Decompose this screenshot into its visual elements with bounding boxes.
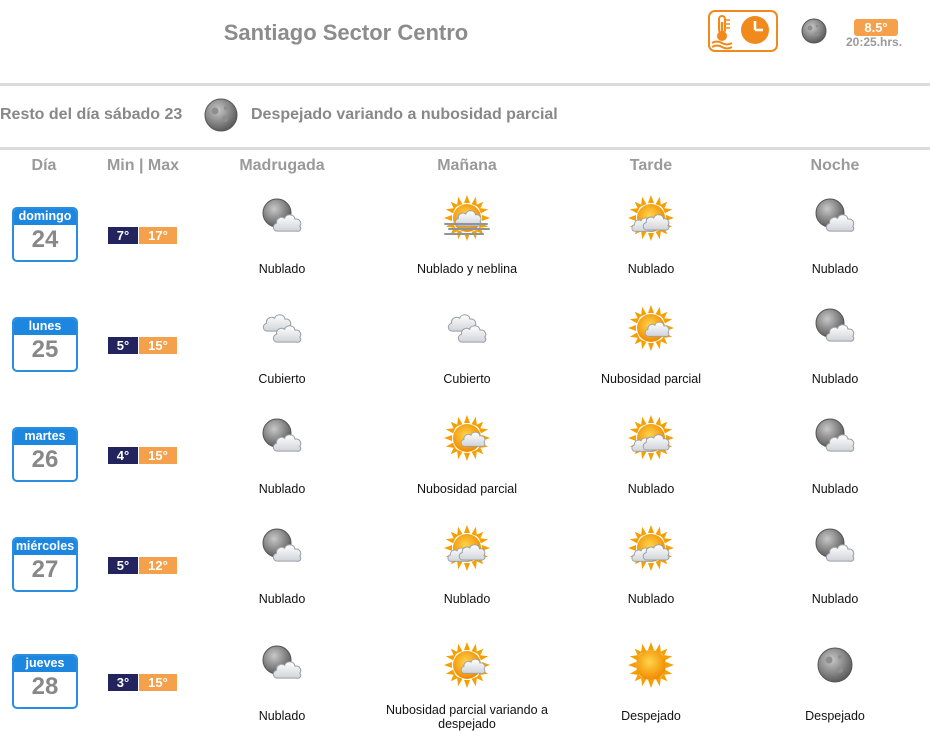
- forecast-cell-madrugada: [182, 308, 382, 418]
- min-temperature: 7°: [108, 227, 138, 244]
- min-temperature: 5°: [108, 337, 138, 354]
- forecast-row: [0, 418, 930, 528]
- current-time: 20:25.hrs.: [846, 35, 903, 49]
- min-temperature: 3°: [108, 674, 138, 691]
- forecast-label: Nublado: [627, 592, 675, 606]
- forecast-label: Nublado y neblina: [416, 262, 518, 276]
- min-temperature: 4°: [108, 447, 138, 464]
- sun-cloudy-icon: [627, 524, 675, 572]
- min-max-temperature: [108, 557, 178, 574]
- forecast-label: Despejado: [805, 709, 865, 723]
- min-max-temperature: [108, 674, 178, 691]
- forecast-label: Cubierto: [258, 372, 306, 386]
- max-temperature: 17°: [139, 227, 177, 244]
- forecast-label: Nublado: [811, 372, 859, 386]
- weekday-label: miércoles: [15, 539, 75, 553]
- max-temperature: 12°: [139, 557, 177, 574]
- calendar-day: [12, 317, 78, 372]
- forecast-cell-madrugada: [182, 528, 382, 638]
- forecast-label: Nubosidad parcial variando a despejado: [386, 703, 548, 731]
- forecast-cell-madrugada: [182, 645, 382, 755]
- forecast-cell-noche: [735, 645, 930, 755]
- calendar-day: [12, 654, 78, 709]
- column-header-madrugada: Madrugada: [239, 157, 325, 174]
- weekday-label: martes: [14, 429, 76, 445]
- forecast-label: Despejado: [621, 709, 681, 723]
- forecast-label: Nublado: [627, 482, 675, 496]
- forecast-cell-tarde: [551, 418, 751, 528]
- sun-cloudy-icon: [443, 524, 491, 572]
- calendar-day: [12, 537, 78, 592]
- night-cloudy-icon: [258, 194, 306, 242]
- night-cloudy-icon: [811, 524, 859, 572]
- moon-clear-icon: [800, 17, 828, 45]
- overcast-icon: [443, 304, 491, 352]
- forecast-cell-madrugada: [182, 418, 382, 528]
- forecast-cell-noche: [735, 528, 930, 638]
- rest-of-day-description: Despejado variando a nubosidad parcial: [251, 106, 558, 123]
- night-cloudy-icon: [258, 641, 306, 689]
- forecast-label: Nublado: [627, 262, 675, 276]
- forecast-cell-tarde: [551, 308, 751, 418]
- night-cloudy-icon: [811, 194, 859, 242]
- forecast-row: [0, 645, 930, 755]
- min-temperature: 5°: [108, 557, 138, 574]
- column-header-manana: Mañana: [437, 157, 497, 174]
- date-number: 28: [31, 673, 59, 700]
- night-cloudy-icon: [811, 304, 859, 352]
- page-title: Santiago Sector Centro: [223, 20, 469, 45]
- header: [0, 0, 930, 84]
- sun-cloud-fog-icon: [443, 194, 491, 242]
- rest-of-day-label: Resto del día sábado 23: [0, 106, 183, 123]
- weekday-label: lunes: [14, 319, 76, 335]
- forecast-label: Nublado: [258, 592, 306, 606]
- column-header-tarde: Tarde: [629, 157, 673, 174]
- forecast-row: [0, 528, 930, 638]
- column-header-noche: Noche: [810, 157, 860, 174]
- forecast-cell-manana: [367, 645, 567, 755]
- forecast-label: Nublado: [811, 482, 859, 496]
- forecast-label: Nubosidad parcial: [416, 482, 518, 496]
- column-header-minmax: Min | Max: [106, 157, 180, 174]
- forecast-label: Nublado: [443, 592, 491, 606]
- max-temperature: 15°: [139, 337, 177, 354]
- forecast-cell-noche: [735, 198, 930, 308]
- forecast-label: Nublado: [811, 262, 859, 276]
- max-temperature: 15°: [139, 674, 177, 691]
- date-number: 25: [31, 336, 59, 363]
- sun-cloudy-icon: [627, 414, 675, 462]
- forecast-label: Cubierto: [443, 372, 491, 386]
- night-cloudy-icon: [258, 524, 306, 572]
- sun-partly-cloudy-icon: [443, 414, 491, 462]
- moon-clear-icon: [203, 97, 239, 133]
- forecast-cell-madrugada: [182, 198, 382, 308]
- night-cloudy-icon: [811, 414, 859, 462]
- forecast-label: Nublado: [258, 482, 306, 496]
- sun-clear-icon: [627, 641, 675, 689]
- night-cloudy-icon: [258, 414, 306, 462]
- overcast-icon: [258, 304, 306, 352]
- forecast-label: Nublado: [258, 709, 306, 723]
- current-temperature: 8.5°: [854, 19, 898, 36]
- forecast-cell-manana: [367, 308, 567, 418]
- forecast-cell-tarde: [551, 645, 751, 755]
- date-number: 26: [31, 446, 59, 473]
- forecast-cell-noche: [735, 308, 930, 418]
- forecast-cell-noche: [735, 418, 930, 528]
- weekday-label: domingo: [14, 209, 76, 225]
- forecast-cell-manana: [367, 418, 567, 528]
- min-max-temperature: [108, 337, 178, 354]
- weekday-label: jueves: [14, 656, 76, 672]
- date-number: 27: [31, 556, 59, 583]
- thermometer-clock-icon[interactable]: [708, 10, 778, 52]
- forecast-label: Nublado: [258, 262, 306, 276]
- forecast-label: Nublado: [811, 592, 859, 606]
- min-max-temperature: [108, 227, 178, 244]
- forecast-cell-manana: [367, 198, 567, 308]
- moon-clear-icon: [811, 641, 859, 689]
- forecast-row: [0, 198, 930, 308]
- forecast-cell-tarde: [551, 198, 751, 308]
- forecast-label: Nubosidad parcial: [600, 372, 702, 386]
- sun-cloudy-icon: [627, 194, 675, 242]
- sun-partly-cloudy-icon: [627, 304, 675, 352]
- date-number: 24: [31, 226, 59, 253]
- min-max-temperature: [108, 447, 178, 464]
- calendar-day: [12, 207, 78, 262]
- forecast-cell-tarde: [551, 528, 751, 638]
- calendar-day: [12, 427, 78, 482]
- max-temperature: 15°: [139, 447, 177, 464]
- sun-partly-cloudy-icon: [443, 641, 491, 689]
- forecast-cell-manana: [367, 528, 567, 638]
- divider: [0, 147, 930, 150]
- forecast-row: [0, 308, 930, 418]
- column-header-day: Día: [31, 157, 57, 174]
